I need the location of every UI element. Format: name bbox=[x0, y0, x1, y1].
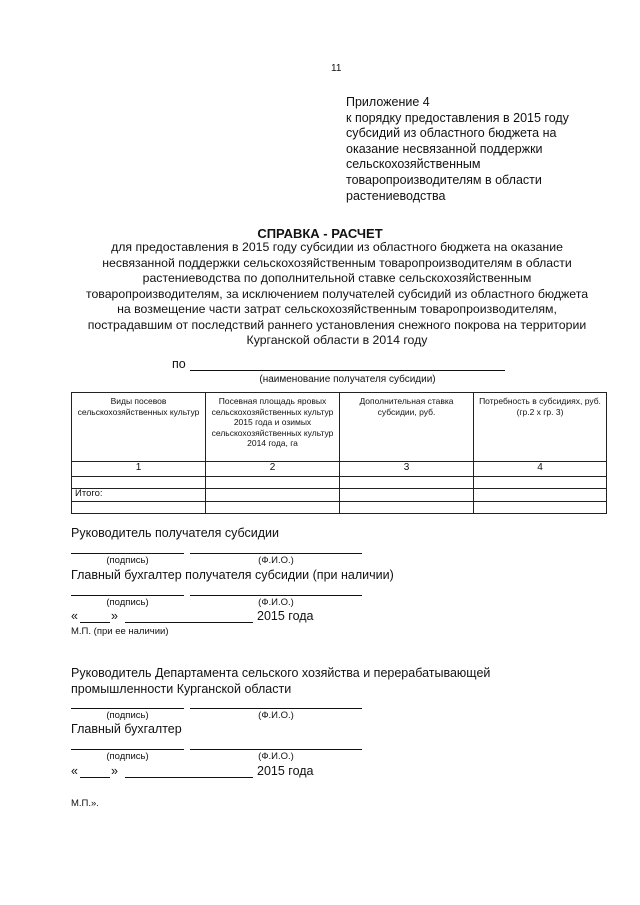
department-head-label-line1: Руководитель Департамента сельского хозяйства и перерабатывающей bbox=[71, 666, 491, 680]
table-cell[interactable] bbox=[72, 502, 206, 514]
appendix-note bbox=[346, 95, 606, 204]
date-close-quote: » bbox=[111, 764, 118, 778]
date-open-quote: « bbox=[71, 764, 78, 778]
table-cell[interactable] bbox=[340, 489, 474, 502]
signature-caption: (подпись) bbox=[106, 751, 149, 762]
column-number: 2 bbox=[206, 462, 340, 477]
page-number: 11 bbox=[331, 63, 342, 74]
appendix-line: сельскохозяйственным bbox=[346, 157, 481, 172]
name-line[interactable] bbox=[190, 749, 362, 750]
subsidy-table bbox=[71, 392, 607, 514]
table-header-cell: Дополнительная ставка субсидии, руб. bbox=[340, 393, 474, 462]
signature-line[interactable] bbox=[71, 553, 184, 554]
table-row bbox=[72, 477, 607, 489]
subtitle-line: для предоставления в 2015 году субсидии из областного бюджета на оказание bbox=[111, 240, 563, 254]
table-cell[interactable] bbox=[474, 489, 607, 502]
table-cell[interactable] bbox=[72, 477, 206, 489]
head-recipient-label: Руководитель получателя субсидии bbox=[71, 526, 279, 540]
subtitle-line: растениеводства по дополнительной ставке сельскохозяйственным bbox=[142, 271, 532, 285]
name-line[interactable] bbox=[190, 595, 362, 596]
recipient-caption: (наименование получателя субсидии) bbox=[259, 374, 436, 385]
date-year: 2015 года bbox=[257, 764, 314, 778]
chief-accountant-recipient-label: Главный бухгалтер получателя субсидии (при наличии) bbox=[71, 568, 394, 582]
subtitle-line: пострадавшим от последствий раннего установления снежного покрова на территории bbox=[87, 317, 587, 332]
signature-line[interactable] bbox=[71, 595, 184, 596]
name-line[interactable] bbox=[190, 553, 362, 554]
stamp-final: М.П.». bbox=[71, 798, 99, 809]
column-number: 4 bbox=[474, 462, 607, 477]
signature-caption: (подпись) bbox=[106, 597, 149, 608]
name-caption: (Ф.И.О.) bbox=[258, 555, 294, 566]
table-header-cell: Потребность в субсидиях, руб. (гр.2 х гр. 3) bbox=[474, 393, 607, 462]
document-title: СПРАВКА - РАСЧЕТ bbox=[257, 226, 383, 241]
table-cell[interactable] bbox=[206, 489, 340, 502]
column-number: 3 bbox=[340, 462, 474, 477]
date-month-field[interactable] bbox=[125, 622, 253, 623]
date-close-quote: » bbox=[111, 609, 118, 623]
table-cell[interactable] bbox=[474, 477, 607, 489]
recipient-name-field[interactable] bbox=[190, 370, 505, 371]
total-label: Итого: bbox=[72, 489, 206, 502]
stamp-note: М.П. (при ее наличии) bbox=[71, 626, 169, 637]
name-line[interactable] bbox=[190, 708, 362, 709]
department-head-label-line2: промышленности Курганской области bbox=[71, 682, 292, 696]
table-cell[interactable] bbox=[206, 477, 340, 489]
subtitle-line: несвязанной поддержки сельскохозяйственным товаропроизводителям в области bbox=[102, 255, 572, 270]
appendix-line: к порядку предоставления в 2015 году bbox=[346, 110, 569, 125]
document-subtitle bbox=[68, 240, 606, 349]
table-cell[interactable] bbox=[474, 502, 607, 514]
date-day-field[interactable] bbox=[80, 777, 110, 778]
table-cell[interactable] bbox=[340, 477, 474, 489]
appendix-line: Приложение 4 bbox=[346, 95, 430, 109]
appendix-line: субсидий из областного бюджета на bbox=[346, 126, 557, 141]
date-year: 2015 года bbox=[257, 609, 314, 623]
date-month-field[interactable] bbox=[125, 777, 253, 778]
signature-line[interactable] bbox=[71, 749, 184, 750]
name-caption: (Ф.И.О.) bbox=[258, 597, 294, 608]
date-open-quote: « bbox=[71, 609, 78, 623]
name-caption: (Ф.И.О.) bbox=[258, 751, 294, 762]
name-caption: (Ф.И.О.) bbox=[258, 710, 294, 721]
table-column-number-row bbox=[72, 462, 607, 477]
table-header-cell: Виды посевов сельскохозяйственных культур bbox=[72, 393, 206, 462]
table-cell[interactable] bbox=[206, 502, 340, 514]
signature-caption: (подпись) bbox=[106, 555, 149, 566]
appendix-line: растениеводства bbox=[346, 188, 446, 203]
table-row bbox=[72, 502, 607, 514]
subtitle-line: Курганской области в 2014 году bbox=[246, 333, 428, 347]
appendix-line: товаропроизводителям в области bbox=[346, 172, 542, 187]
table-total-row bbox=[72, 489, 607, 502]
appendix-line: оказание несвязанной поддержки bbox=[346, 141, 543, 156]
column-number: 1 bbox=[72, 462, 206, 477]
subtitle-line: на возмещение части затрат сельскохозяйственным товаропроизводителям, bbox=[117, 302, 557, 316]
recipient-prefix: по bbox=[172, 357, 186, 371]
table-header-row bbox=[72, 393, 607, 462]
signature-line[interactable] bbox=[71, 708, 184, 709]
table-cell[interactable] bbox=[340, 502, 474, 514]
chief-accountant-label: Главный бухгалтер bbox=[71, 722, 182, 736]
date-day-field[interactable] bbox=[80, 622, 110, 623]
signature-caption: (подпись) bbox=[106, 710, 149, 721]
table-header-cell: Посевная площадь яровых сельскохозяйственных культур 2015 года и озимых сельскохозяйственных культур 2014 года, га bbox=[206, 393, 340, 462]
subtitle-line: товаропроизводителям, за исключением получателей субсидий из областного бюджета bbox=[85, 286, 589, 301]
